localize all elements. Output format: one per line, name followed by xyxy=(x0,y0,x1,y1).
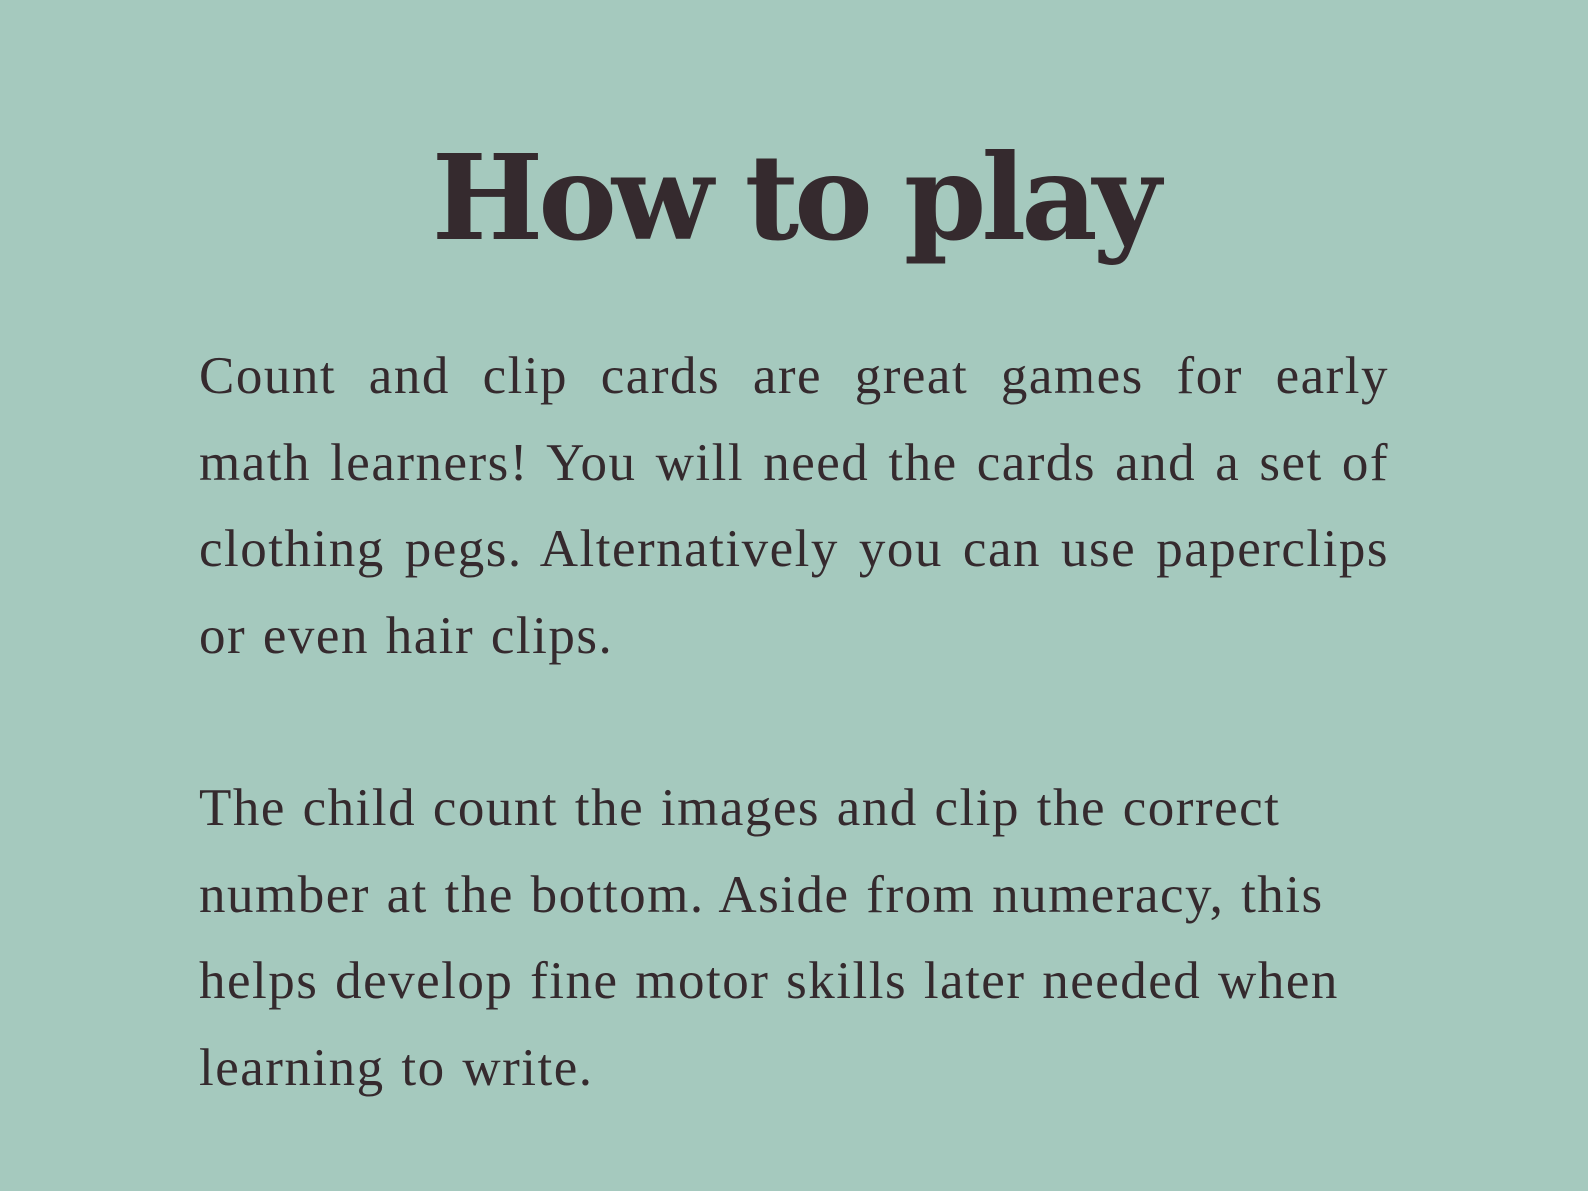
paragraph-materials: Count and clip cards are great games for early math learners! You will need the cards and a set of clothing pegs. Alternatively you can use paperclips or even hair clips. xyxy=(199,347,1389,665)
paragraph-how-it-works: The child count the images and clip the correct number at the bottom. Aside from numeracy, this helps develop fine motor skills later needed when learning to write. xyxy=(199,779,1339,1097)
page-title: How to play xyxy=(431,128,1157,267)
